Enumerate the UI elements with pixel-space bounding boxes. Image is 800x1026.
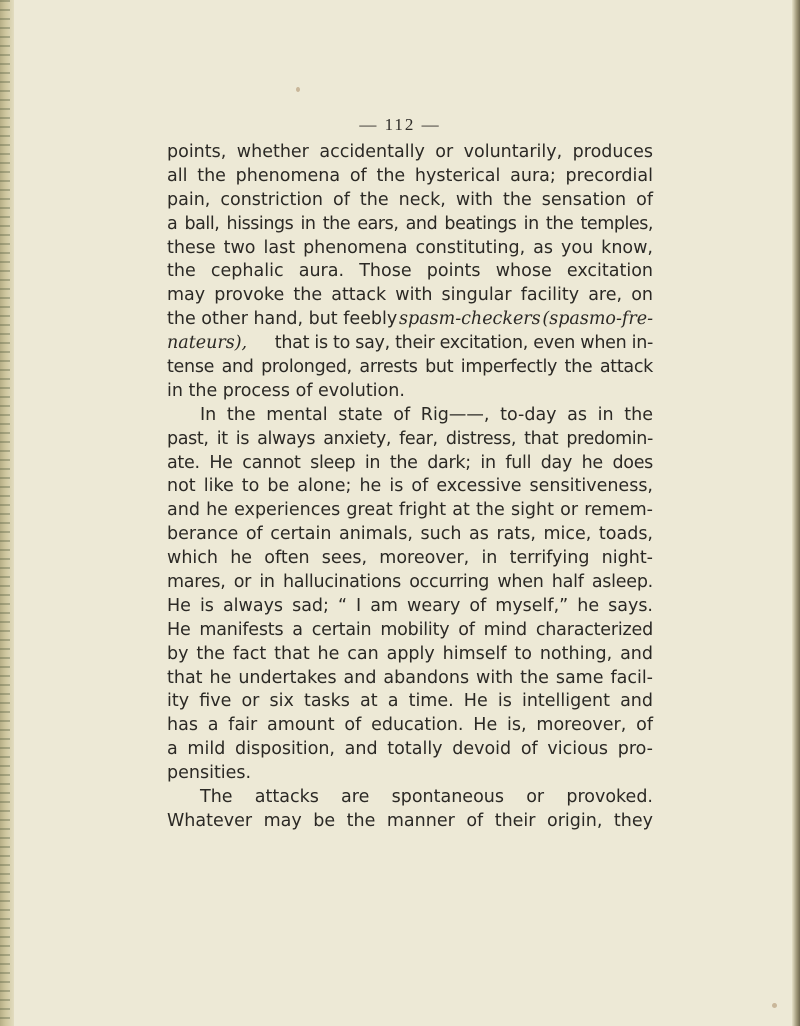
text-line [167, 738, 653, 762]
text-line [167, 810, 653, 834]
text-line [167, 332, 653, 356]
line-text: He is always sad; “ I am weary of myself,” he says. [167, 595, 653, 616]
line-text: the cephalic aura. Those points whose excitation [167, 261, 653, 282]
line-text: which he often sees, moreover, in terrifying night- [167, 548, 653, 569]
line-text: and he experiences great fright at the sight or remem- [167, 500, 653, 521]
italic-term: nateurs), [167, 333, 248, 354]
text-line [167, 619, 653, 643]
line-text: berance of certain animals, such as rats, mice, toads, [167, 524, 653, 545]
text-line [167, 667, 653, 691]
page-number: — 112 — [359, 115, 441, 134]
text-line [167, 690, 653, 714]
line-text: these two last phenomena constituting, as you know, [167, 237, 653, 258]
paper-speck [296, 87, 300, 92]
text-line [167, 237, 653, 261]
text-line [167, 571, 653, 595]
italic-term: spasm-checkers [399, 309, 541, 330]
text-line [167, 165, 653, 189]
text-line [167, 260, 653, 284]
line-text: ate. He cannot sleep in the dark; in full day he does [167, 452, 653, 473]
text-line [167, 404, 653, 428]
text-line [167, 356, 653, 380]
text-line [167, 786, 653, 810]
line-text: may provoke the attack with singular facility are, on [167, 285, 653, 306]
text-line [167, 595, 653, 619]
line-text: tense and prolonged, arrests but imperfectly the attack [167, 357, 653, 378]
paper-speck [772, 1003, 777, 1008]
line-text: pain, constriction of the neck, with the sensation of [167, 189, 653, 210]
text-line [167, 428, 653, 452]
line-text: in the process of evolution. [167, 380, 405, 401]
line-text: In the mental state of Rig——, to-day as in the [200, 404, 653, 425]
page-right-edge [792, 0, 800, 1026]
line-text: mares, or in hallucinations occurring when half asleep. [167, 572, 653, 593]
line-text: Whatever may be the manner of their origin, they [167, 810, 653, 831]
line-text: points, whether accidentally or voluntarily, produces [167, 142, 653, 162]
line-text: that is to say, their excitation, even when in- [274, 333, 653, 354]
binding-texture [0, 0, 10, 1026]
line-text: by the fact that he can apply himself to nothing, and [167, 643, 653, 664]
line-text: not like to be alone; he is of excessive sensitiveness, [167, 476, 653, 497]
text-line [167, 213, 653, 237]
italic-term: (spasmo-fre- [542, 309, 653, 330]
text-line [167, 284, 653, 308]
text-line [167, 523, 653, 547]
text-line [167, 714, 653, 738]
line-text: a mild disposition, and totally devoid of vicious pro- [167, 739, 653, 760]
text-line [167, 475, 653, 499]
line-text: has a fair amount of education. He is, moreover, of [167, 715, 653, 736]
text-line [167, 452, 653, 476]
line-text: The attacks are spontaneous or provoked. [200, 787, 653, 808]
line-text: He manifests a certain mobility of mind characterized [167, 619, 653, 640]
line-text: pensities. [167, 763, 252, 784]
line-text: that he undertakes and abandons with the same facil- [167, 667, 653, 688]
text-line [167, 547, 653, 571]
line-text: the other hand, but feebly [167, 309, 398, 330]
text-line [167, 643, 653, 667]
text-line [167, 189, 653, 213]
line-text: all the phenomena of the hysterical aura; precordial [167, 165, 653, 186]
text-line [167, 308, 653, 332]
body-text [167, 141, 653, 834]
line-text: a ball, hissings in the ears, and beatings in the temples, [167, 213, 653, 234]
text-line [167, 762, 653, 786]
text-line [167, 499, 653, 523]
line-text: ity five or six tasks at a time. He is intelligent and [167, 691, 653, 712]
text-line [167, 380, 653, 404]
line-text: past, it is always anxiety, fear, distress, that predomin- [167, 428, 653, 449]
text-line [167, 141, 653, 165]
